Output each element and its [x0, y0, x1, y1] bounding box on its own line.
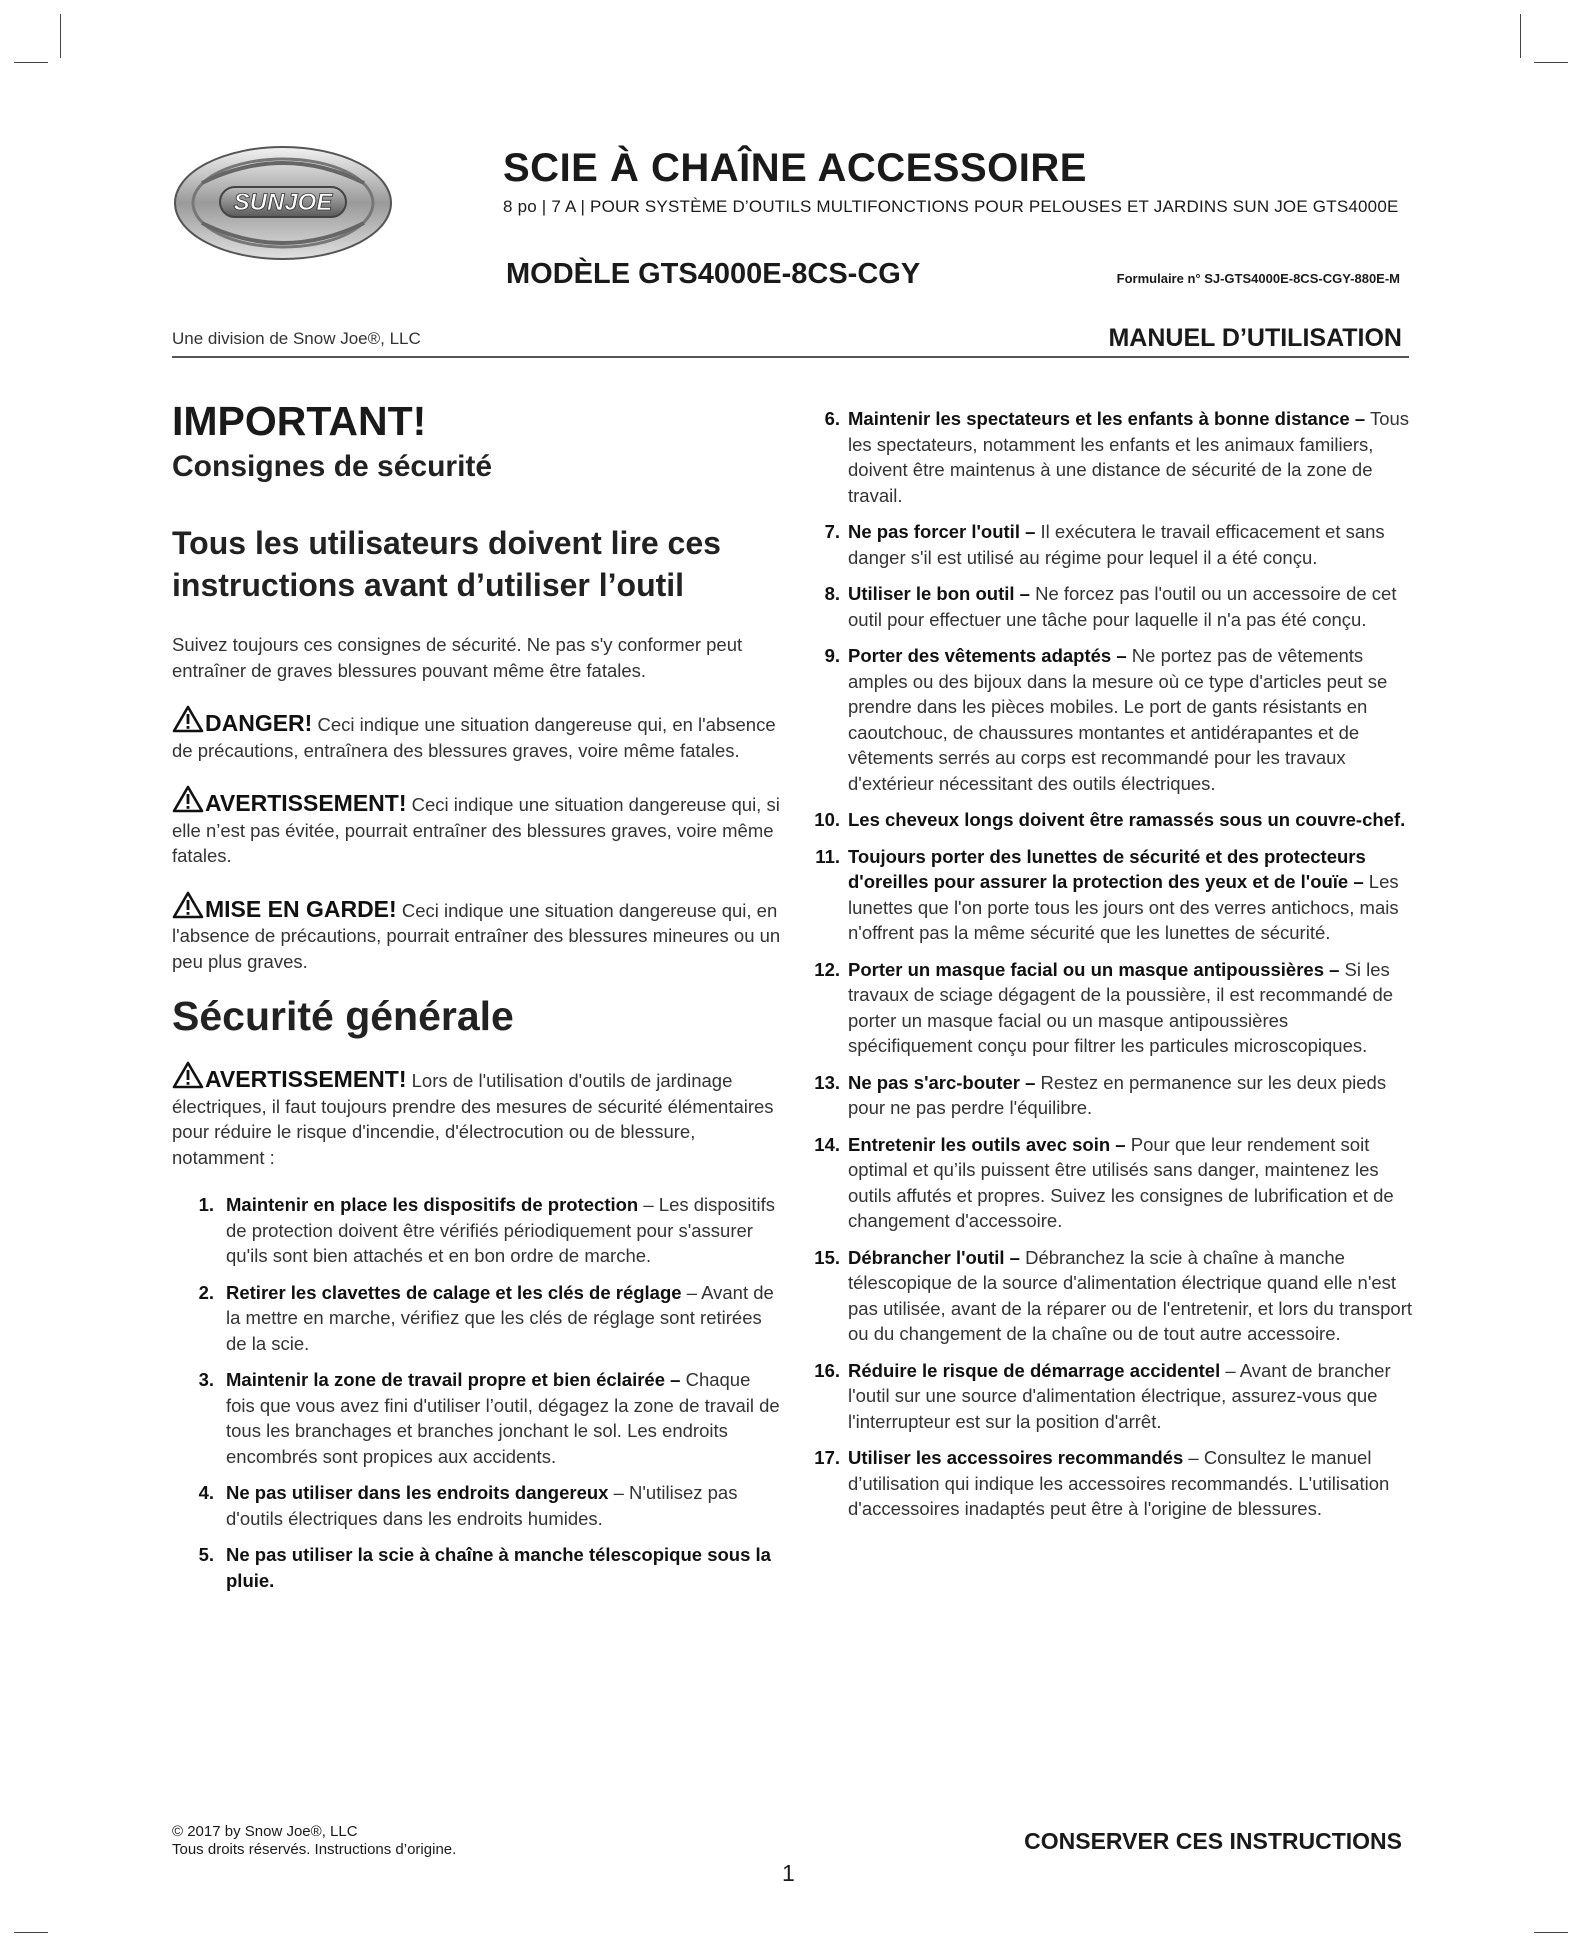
list-item: 13. Ne pas s'arc-bouter – Restez en permanence sur les deux pieds pour ne pas perdre l'équilibre.	[814, 1071, 1387, 1118]
users-heading: Tous les utilisateurs doivent lire ces instructions avant d’utiliser l’outil	[172, 525, 721, 604]
list-item: 17. Utiliser les accessoires recommandés – Consultez le manuel d’utilisation qui indique les accessoires recommandés. L'utilisation d'accessoires inadaptés peut être à l'origine de blessures.	[814, 1447, 1390, 1519]
model-number: MODÈLE GTS4000E-8CS-CGY	[506, 258, 921, 290]
logo-text: SUNJOE	[233, 189, 333, 216]
list-item: 2. Retirer les clavettes de calage et les clés de réglage – Avant de la mettre en marche, vérifiez que les clés de réglage sont retirées de la scie.	[198, 1281, 774, 1354]
list-item: 6. Maintenir les spectateurs et les enfants à bonne distance – Tous les spectateurs, notamment les enfants et les animaux familiers, doivent être maintenus à une distance de sécurité de la zone de travail.	[824, 408, 1410, 506]
product-subtitle: 8 po | 7 A | POUR SYSTÈME D’OUTILS MULTIFONCTIONS POUR PELOUSES ET JARDINS SUN JOE GTS4000E	[503, 197, 1399, 216]
form-number: Formulaire n° SJ-GTS4000E-8CS-CGY-880E-M	[1116, 271, 1400, 286]
list-item: 3. Maintenir la zone de travail propre et bien éclairée – Chaque fois que vous avez fini d'utiliser l’outil, dégagez la zone de travail de tous les branchages et branches jonchant le sol. Les endroits encombrés sont propices aux accidents.	[198, 1369, 780, 1467]
intro-paragraph: Suivez toujours ces consignes de sécurité. Ne pas s'y conformer peut entraîner de graves blessures pouvant même être fatales.	[172, 634, 743, 681]
product-title: SCIE À CHAÎNE ACCESSOIRE	[503, 146, 1087, 190]
list-item: 15. Débrancher l'outil – Débranchez la scie à chaîne à manche télescopique de la source d'alimentation électrique quand elle n'est pas utilisée, avant de la réparer ou de l'entretenir, et lors du transport ou du changement de la chaîne ou de tout autre accessoire.	[814, 1246, 1412, 1344]
manual-label: MANUEL D’UTILISATION	[1108, 324, 1402, 352]
list-item: 4. Ne pas utiliser dans les endroits dangereux – N'utilisez pas d'outils électriques dans les endroits humides.	[198, 1482, 738, 1529]
list-item: 9. Porter des vêtements adaptés – Ne portez pas de vêtements amples ou des bijoux dans la mesure où ce type d'articles peut se prendre dans les pièces mobiles. Le port de gants résistants en caoutchouc, de chaussures montantes et antidérapantes et de vêtements serrés au corps est recommandé pour les travaux d'extérieur nécessitant des outils électriques.	[824, 645, 1388, 794]
danger-label: DANGER!	[205, 710, 313, 737]
important-heading: IMPORTANT!	[172, 398, 427, 444]
footer-copyright	[172, 1823, 456, 1859]
safety-subheading: Consignes de sécurité	[172, 450, 493, 484]
list-item: 11. Toujours porter des lunettes de sécurité et des protecteurs d'oreilles pour assurer la protection des yeux et de l'ouïe – Les lunettes que l'on porte tous les jours ont des verres antichocs, mais n'offrent pas la même sécurité que les lunettes de sécurité.	[815, 845, 1399, 943]
caution-text: Ceci indique une situation dangereuse qui, en l'absence de précautions, pourrait entraîner des blessures mineures ou un peu plus graves.	[172, 899, 781, 972]
warning-alert	[172, 785, 782, 869]
general-warning-text: Lors de l'utilisation d'outils de jardinage électriques, il faut toujours prendre des mesures de sécurité élémentaires pour réduire le risque d'incendie, d'électrocution ou de blessure, notamment :	[172, 1070, 774, 1168]
header-divider	[172, 356, 1409, 358]
right-safety-list	[810, 406, 1415, 1522]
warning-triangle-icon	[172, 891, 204, 919]
crop-mark	[14, 62, 48, 63]
right-column	[810, 406, 1415, 1533]
list-item: 1. Maintenir en place les dispositifs de protection – Les dispositifs de protection doivent être vérifiés périodiquement pour s'assurer qu'ils sont bien attachés et en bon ordre de marche.	[198, 1194, 775, 1267]
general-warning-label: AVERTISSEMENT!	[205, 1066, 407, 1093]
crop-mark	[14, 1932, 48, 1933]
crop-mark	[1534, 1932, 1568, 1933]
crop-mark	[1534, 62, 1568, 63]
general-warning-alert	[172, 1061, 782, 1170]
danger-text: Ceci indique une situation dangereuse qui, en l'absence de précautions, entraînera des blessures graves, voire même fatales.	[172, 714, 776, 761]
danger-alert	[172, 705, 782, 763]
list-item: 16. Réduire le risque de démarrage accidentel – Avant de brancher l'outil sur une source d'alimentation électrique, assurez-vous que l'interrupteur est sur la position d'arrêt.	[814, 1359, 1391, 1432]
general-safety-heading: Sécurité générale	[172, 993, 514, 1040]
warning-triangle-icon	[172, 785, 204, 813]
list-item: 5. Ne pas utiliser la scie à chaîne à manche télescopique sous la pluie.	[198, 1544, 771, 1591]
division-label: Une division de Snow Joe®, LLC	[172, 329, 421, 348]
warning-text: Ceci indique une situation dangereuse qui, si elle n’est pas évitée, pourrait entraîner des blessures graves, voire même fatales.	[172, 794, 780, 867]
list-item: 8. Utiliser le bon outil – Ne forcez pas l'outil ou un accessoire de cet outil pour effectuer une tâche pour laquelle il n'a pas été conçu.	[824, 583, 1397, 630]
left-safety-list	[184, 1192, 782, 1593]
list-item: 14. Entretenir les outils avec soin – Pour que leur rendement soit optimal et qu’ils puissent être utilisés sans danger, maintenez les outils affutés et propres. Suivez les consignes de lubrification et de changement d'accessoire.	[814, 1133, 1394, 1231]
page-number: 1	[782, 1860, 795, 1886]
rights-line: Tous droits réservés. Instructions d’origine.	[172, 1841, 457, 1858]
keep-instructions-label: CONSERVER CES INSTRUCTIONS	[1024, 1828, 1402, 1854]
caution-alert	[172, 891, 782, 975]
warning-label: AVERTISSEMENT!	[205, 790, 407, 817]
list-item: 12. Porter un masque facial ou un masque antipoussières – Si les travaux de sciage dégagent de la poussière, il est recommandé de porter un masque facial ou un masque antipoussières spécifiquement conçu pour filtrer les particules microscopiques.	[814, 958, 1394, 1056]
caution-label: MISE EN GARDE!	[205, 895, 397, 922]
crop-mark	[1520, 14, 1521, 58]
copyright-line: © 2017 by Snow Joe®, LLC	[172, 1823, 358, 1840]
list-item: 7. Ne pas forcer l'outil – Il exécutera le travail efficacement et sans danger s'il est utilisé au régime pour lequel il a été conçu.	[824, 521, 1385, 568]
left-column	[172, 398, 782, 1604]
crop-mark	[60, 14, 61, 58]
sunjoe-logo	[172, 143, 394, 263]
list-item: 10. Les cheveux longs doivent être ramassés sous un couvre-chef.	[814, 809, 1406, 830]
warning-triangle-icon	[172, 1061, 204, 1089]
warning-triangle-icon	[172, 705, 204, 733]
